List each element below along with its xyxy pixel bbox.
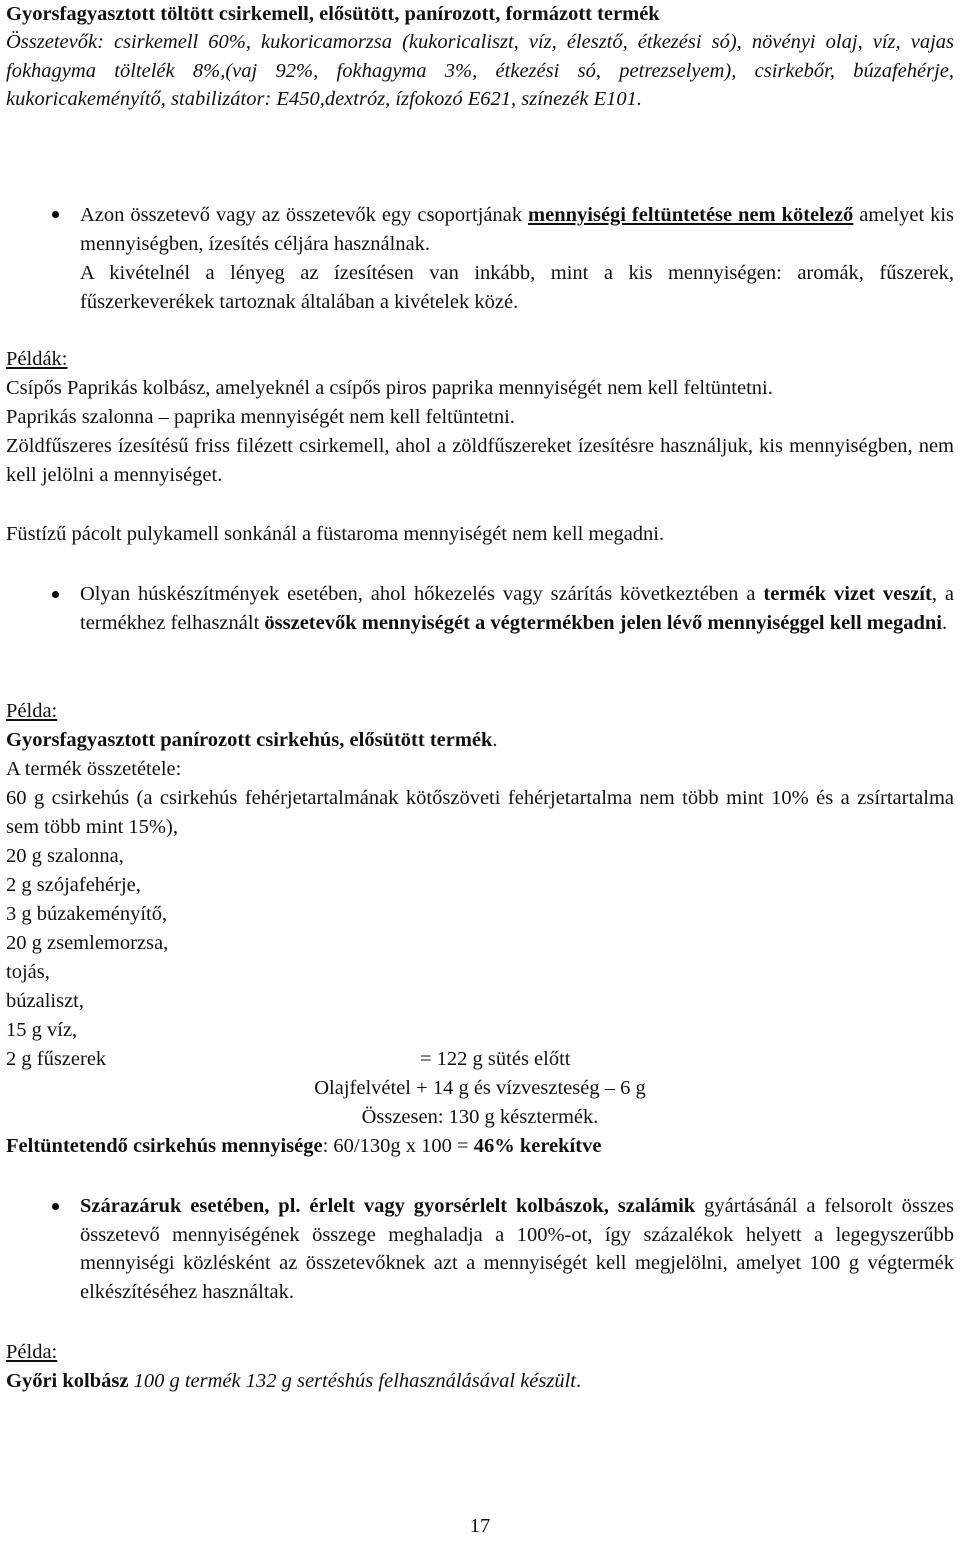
calculation-label: Feltüntetendő csirkehús mennyisége	[6, 1135, 323, 1157]
bullet-icon	[52, 211, 59, 218]
bullet-text: Olyan húskészítmények esetében, ahol hőkezelés vagy szárítás következtében a	[80, 583, 764, 605]
bullet-emphasis: mennyiségi feltüntetése nem kötelező	[528, 204, 854, 226]
calculation-formula: : 60/130g x 100 =	[322, 1135, 474, 1157]
bullet-emphasis: Szárazáruk esetében, pl. érlelt vagy gyorsérlelt kolbászok, szalámik	[80, 1195, 696, 1217]
composition-item: tojás,	[6, 961, 50, 983]
bullet-text: .	[941, 611, 948, 634]
composition-item: 2 g szójafehérje,	[6, 874, 141, 896]
composition-item: 60 g csirkehús (a csirkehús fehérjetartalmának kötőszöveti fehérjetartalma nem több mint 10% és a zsírtartalma sem több mint 15%),	[6, 787, 954, 838]
example-gyori-kolbasz	[6, 1367, 954, 1396]
product-ingredients: Összetevők: csirkemell 60%, kukoricamorzsa (kukoricaliszt, víz, élesztő, étkezési só), növényi olaj, víz, vajas fokhagyma töltelék 8%,(vaj 92%, fokhagyma 3%, étkezési só, petrezselyem), csirkebőr, búzafehérje, kukoricakeményítő, stabilizátor: E450,dextróz, ízfokozó E621, színezék E101.	[6, 31, 954, 110]
example-heading-text: Példa:	[6, 700, 58, 722]
example-line: Paprikás szalonna – paprika mennyiségét nem kell feltüntetni.	[6, 406, 515, 428]
example-product-title-text: Gyorsfagyasztott panírozott csirkehús, elősütött termék	[6, 729, 493, 751]
example-heading-text: Példa:	[6, 1341, 58, 1363]
example-product-name: Győri kolbász	[6, 1370, 129, 1392]
example-product-title	[6, 726, 954, 755]
bullet-dry-goods	[80, 1192, 954, 1306]
bullet-quantity-exception-note: A kivételnél a lényeg az ízesítésen van inkább, mint a kis mennyiségen: aromák, fűszerek, fűszerkeverékek tartoznak általában a kivételek közé.	[80, 262, 954, 313]
total-line: Összesen: 130 g késztermék.	[361, 1106, 599, 1128]
example-product-end: .	[576, 1370, 582, 1392]
example-product-description: 100 g termék 132 g sertéshús felhasználásával készült	[128, 1370, 576, 1392]
calculation-result: 46% kerekítve	[473, 1135, 602, 1157]
calculation-line	[6, 1132, 954, 1161]
examples-heading	[6, 345, 954, 374]
bullet-quantity-exception	[80, 201, 954, 258]
bullet-text: , a termékhez felhasznált	[80, 583, 954, 634]
bullet-emphasis: termék vizet veszít	[763, 583, 932, 605]
product-title-text: Gyorsfagyasztott töltött csirkemell, elősütött, panírozott, formázott termék	[6, 3, 660, 25]
composition-item: 2 g fűszerek	[6, 1048, 107, 1070]
example-line: Füstízű pácolt pulykamell sonkánál a füstaroma mennyiségét nem kell megadni.	[6, 523, 665, 545]
bullet-text: gyártásánál a felsorolt összes összetevő mennyiségének összege meghaladja a 100%-ot, így százalékok helyett a legegyszerűbb mennyiségi közlésként az összetevőknek azt a mennyiségét kell megjelölni, amelyet 100 g végtermék elkészítéséhez használtak.	[80, 1195, 954, 1303]
bullet-water-loss	[80, 580, 954, 637]
composition-label: A termék összetétele:	[6, 758, 182, 780]
composition-item: 3 g búzakeményítő,	[6, 903, 168, 925]
examples-heading-text: Példák:	[6, 348, 68, 370]
bullet-emphasis: összetevők mennyiségét a végtermékben jelen lévő mennyiséggel kell megadni	[264, 611, 942, 634]
bullet-icon	[52, 1203, 59, 1210]
composition-item: búzaliszt,	[6, 990, 84, 1012]
example-product-title-end: .	[492, 729, 498, 751]
example-heading	[6, 697, 954, 726]
product-title	[6, 0, 954, 29]
example-line: Csípős Paprikás kolbász, amelyeknél a csípős piros paprika mennyiségét nem kell feltüntetni.	[6, 377, 773, 399]
bullet-text: amelyet kis mennyiségben, ízesítés céljára használnak.	[80, 204, 955, 255]
example-line: Zöldfűszeres ízesítésű friss filézett csirkemell, ahol a zöldfűszereket ízesítésre használjuk, kis mennyiségben, nem kell jelölni a mennyiséget.	[6, 435, 954, 486]
composition-item: 20 g zsemlemorzsa,	[6, 932, 169, 954]
composition-item: 20 g szalonna,	[6, 845, 124, 867]
bullet-icon	[52, 591, 59, 598]
page-number: 17	[469, 1515, 491, 1537]
composition-item: 15 g víz,	[6, 1019, 78, 1041]
bullet-text: Azon összetevő vagy az összetevők egy csoportjának	[80, 204, 529, 226]
composition-subtotal: = 122 g sütés előtt	[420, 1048, 571, 1070]
loss-line: Olajfelvétel + 14 g és vízveszteség – 6 g	[314, 1077, 646, 1099]
example-heading	[6, 1338, 954, 1367]
